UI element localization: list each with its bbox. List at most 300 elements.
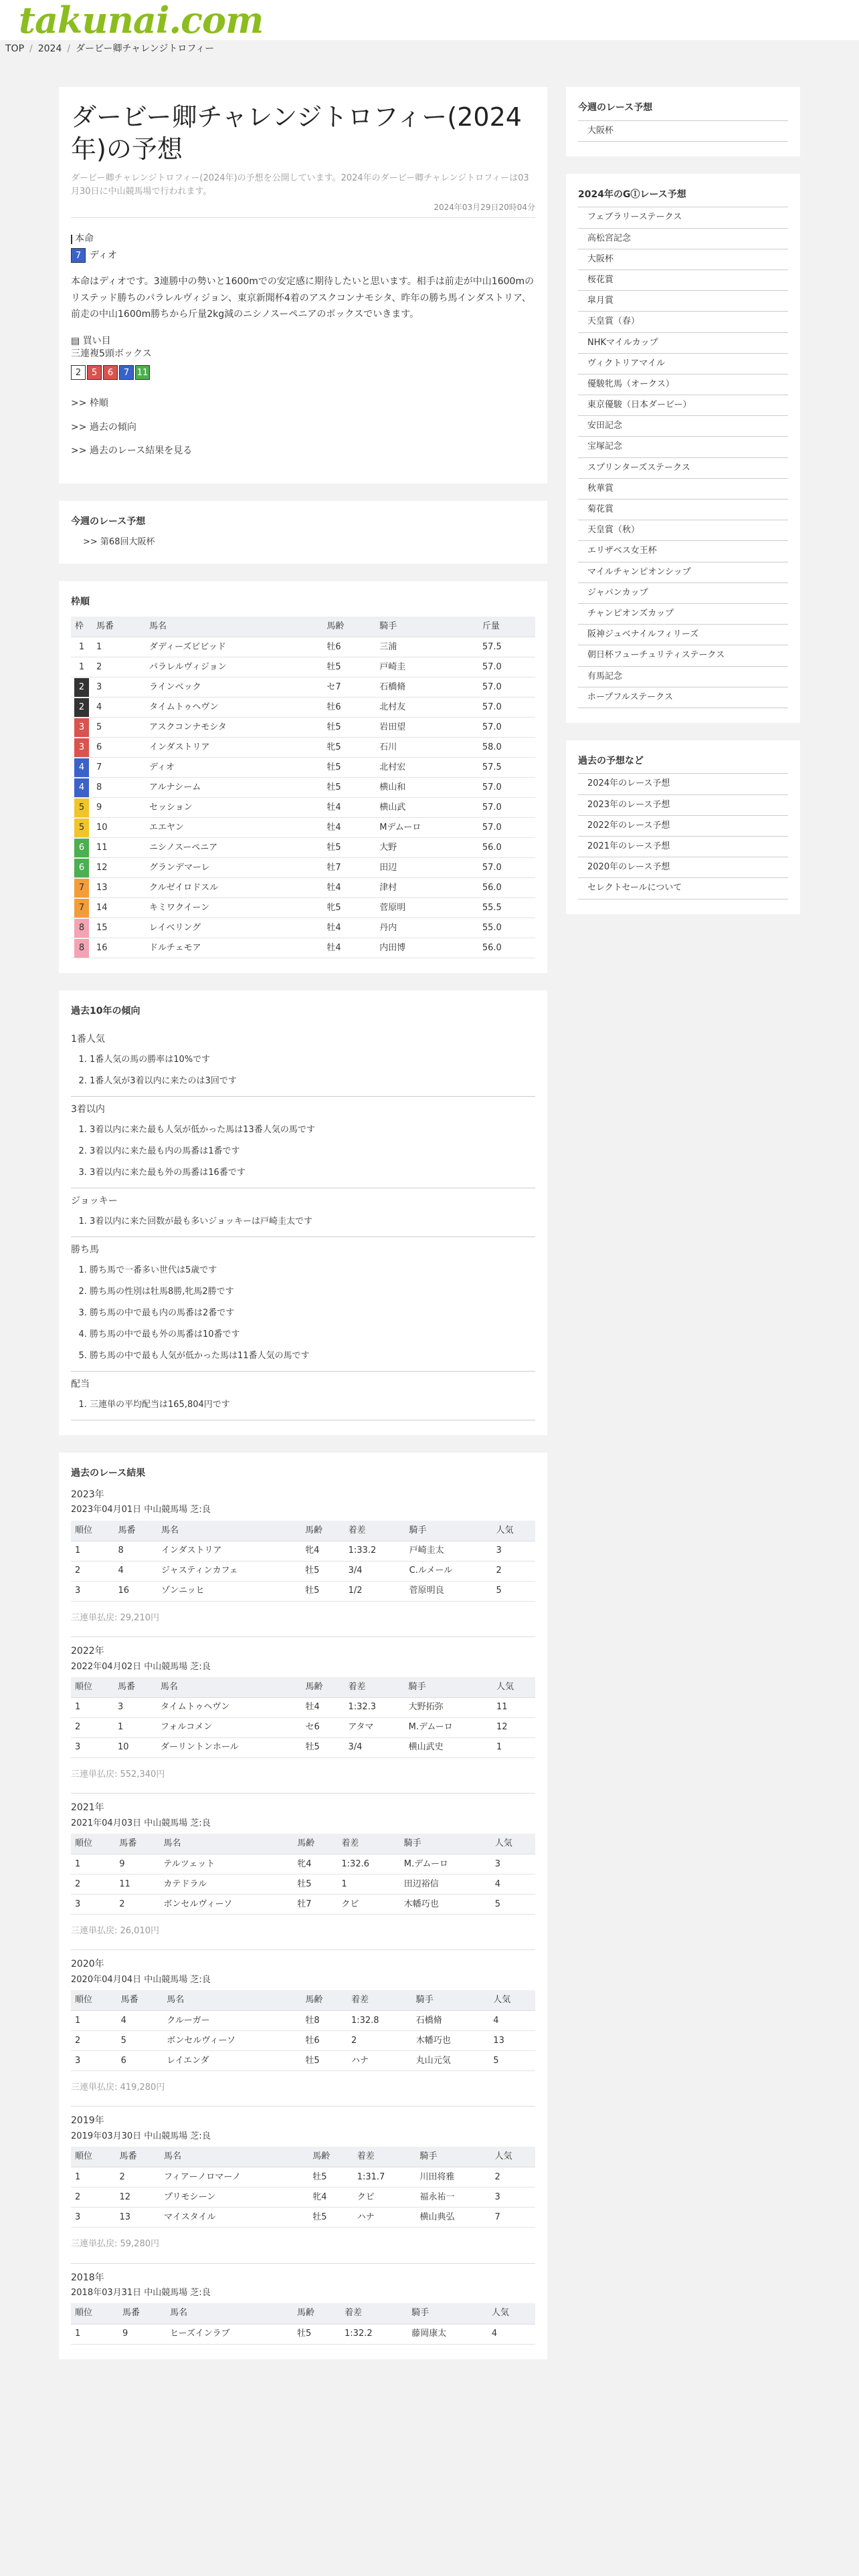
kaime-label: 買い目 xyxy=(82,335,111,346)
breadcrumb-top[interactable]: TOP xyxy=(5,43,25,54)
margin: 1:32.3 xyxy=(344,1697,404,1717)
horse-age: 牡6 xyxy=(301,2031,347,2051)
kaime-type: 三連複5頭ボックス xyxy=(71,348,152,360)
horse-number: 6 xyxy=(92,738,145,758)
horse-name: レイベリング xyxy=(145,918,322,938)
entries-table xyxy=(71,617,535,958)
sidebar-g1-link[interactable]: 東京優駿（日本ダービー） xyxy=(578,395,788,416)
trend-item: 1. 勝ち馬で一番多い世代は5歳です xyxy=(90,1260,535,1281)
horse-name: タイムトゥヘヴン xyxy=(145,697,322,718)
jockey: M.デムーロ xyxy=(405,1717,492,1737)
trend-group xyxy=(71,1027,535,1097)
payout: 三連単払戻: 552,340円 xyxy=(71,1769,535,1794)
entries-card xyxy=(59,581,547,974)
jockey: 内田博 xyxy=(375,938,478,958)
horse-number: 5 xyxy=(92,718,145,738)
waku-badge: 3 xyxy=(74,718,89,737)
honmei-label: 本命 xyxy=(75,233,94,244)
horse-name: カテドラル xyxy=(159,1874,293,1895)
sidebar-g1-link[interactable]: 優駿牝馬（オークス） xyxy=(578,374,788,395)
margin: 1 xyxy=(337,1874,399,1895)
margin: ハナ xyxy=(353,2208,416,2228)
horse-name: クルゼイロドスル xyxy=(145,878,322,898)
sidebar-past-title: 過去の予想など xyxy=(578,755,788,774)
result-header: 馬番 xyxy=(114,1677,157,1698)
result-header: 順位 xyxy=(71,1834,115,1854)
horse-number: 11 xyxy=(115,1874,159,1895)
waku-badge: 6 xyxy=(74,839,89,857)
sidebar-g1-link[interactable]: 有馬記念 xyxy=(578,667,788,687)
sidebar-past-link[interactable]: セレクトセールについて xyxy=(578,878,788,899)
horse-name: プリモシーン xyxy=(160,2187,308,2208)
horse-number: 10 xyxy=(114,1737,157,1757)
payout: 三連単払戻: 419,280円 xyxy=(71,2082,535,2107)
waku-badge: 7 xyxy=(74,879,89,897)
result-header: 順位 xyxy=(71,1521,114,1541)
sidebar-g1-link[interactable]: 天皇賞（秋） xyxy=(578,520,788,541)
table-row xyxy=(71,838,535,858)
kaime-number: 5 xyxy=(87,365,102,380)
jockey: 戸崎圭 xyxy=(375,657,478,677)
rank: 1 xyxy=(71,1697,114,1717)
horse-name: グランデマーレ xyxy=(145,858,322,878)
waku-badge: 4 xyxy=(74,758,89,777)
table-row xyxy=(71,2208,535,2228)
result-header: 着差 xyxy=(344,1677,404,1698)
result-header: 着差 xyxy=(347,1990,412,2011)
breadcrumb-year[interactable]: 2024 xyxy=(37,43,62,54)
popularity: 4 xyxy=(491,1874,535,1895)
horse-age: 牝4 xyxy=(308,2187,353,2208)
table-row xyxy=(71,2011,535,2031)
result-header: 着差 xyxy=(341,2303,407,2324)
result-header: 人気 xyxy=(492,1677,535,1698)
jockey: 北村宏 xyxy=(375,758,478,778)
result-meta: 2022年04月02日 中山競馬場 芝:良 xyxy=(71,1661,211,1672)
horse-name: キミワクイーン xyxy=(145,898,322,918)
horse-number: 16 xyxy=(114,1581,158,1601)
trend-group-head: 勝ち馬 xyxy=(71,1244,99,1255)
horse-age: セ7 xyxy=(322,677,375,697)
result-header: 馬齢 xyxy=(301,1990,347,2011)
table-row xyxy=(71,1717,535,1737)
margin: 2 xyxy=(347,2031,412,2051)
rank: 1 xyxy=(71,2011,117,2031)
sidebar-g1-link[interactable]: エリザベス女王杯 xyxy=(578,541,788,562)
horse-name: ニシノスーペニア xyxy=(145,838,322,858)
horse-name: エエヤン xyxy=(145,818,322,838)
waku-badge: 1 xyxy=(74,638,89,657)
sidebar-g1-link[interactable]: チャンピオンズカップ xyxy=(578,604,788,625)
table-row xyxy=(71,1561,535,1581)
horse-name: ボンセルヴィーソ xyxy=(163,2031,301,2051)
horse-name: ゾンニッヒ xyxy=(157,1581,301,1601)
trend-list xyxy=(86,1119,535,1184)
horse-name: セッション xyxy=(145,798,322,818)
horse-number: 13 xyxy=(115,2208,159,2228)
sidebar-g1-link[interactable]: マイルチャンピオンシップ xyxy=(578,562,788,583)
honmei-name: ディオ xyxy=(90,249,117,261)
jockey: 大野拓弥 xyxy=(405,1697,492,1717)
horse-age: 牡5 xyxy=(322,758,375,778)
rank: 3 xyxy=(71,1895,115,1915)
horse-number: 9 xyxy=(118,2324,166,2344)
result-table xyxy=(71,2303,535,2344)
horse-age: 牝4 xyxy=(301,1541,345,1561)
horse-age: 牡4 xyxy=(322,938,375,958)
sidebar-g1-link[interactable]: 天皇賞（春） xyxy=(578,312,788,332)
jockey: 木幡巧也 xyxy=(400,1895,491,1915)
weight: 57.0 xyxy=(478,697,535,718)
horse-name: インダストリア xyxy=(157,1541,301,1561)
weight: 56.0 xyxy=(478,878,535,898)
trend-item: 1. 1番人気の馬の勝率は10%です xyxy=(90,1049,535,1071)
margin: 1:32.2 xyxy=(341,2324,407,2344)
waku-cell xyxy=(71,677,92,697)
result-header: 馬番 xyxy=(115,2147,159,2167)
horse-number: 3 xyxy=(92,677,145,697)
horse-name: ジャスティンカフェ xyxy=(157,1561,301,1581)
jockey: 三浦 xyxy=(375,637,478,657)
result-header: 騎手 xyxy=(415,2147,490,2167)
waku-badge: 2 xyxy=(74,678,89,697)
rank: 3 xyxy=(71,2208,115,2228)
horse-name: アルナシーム xyxy=(145,778,322,798)
jockey: 大野 xyxy=(375,838,478,858)
weight: 55.0 xyxy=(478,918,535,938)
horse-number: 8 xyxy=(92,778,145,798)
popularity: 5 xyxy=(492,1581,535,1601)
waku-badge: 4 xyxy=(74,778,89,797)
sidebar-g1 xyxy=(566,174,800,723)
margin: 1:31.7 xyxy=(353,2167,416,2187)
result-header: 馬齢 xyxy=(302,1677,345,1698)
table-row xyxy=(71,1854,535,1874)
horse-name: パラレルヴィジョン xyxy=(145,657,322,677)
sidebar-g1-link[interactable]: NHKマイルカップ xyxy=(578,333,788,354)
result-header: 馬名 xyxy=(157,1521,301,1541)
jockey: 丸山元気 xyxy=(412,2051,490,2071)
result-header: 馬齢 xyxy=(308,2147,353,2167)
horse-number: 12 xyxy=(115,2187,159,2208)
popularity: 5 xyxy=(491,1895,535,1915)
sidebar-g1-link[interactable]: 大阪杯 xyxy=(578,249,788,270)
waku-cell xyxy=(71,637,92,657)
horse-number: 5 xyxy=(117,2031,163,2051)
popularity: 4 xyxy=(488,2324,535,2344)
horse-number: 2 xyxy=(92,657,145,677)
horse-name: ヒーズインラブ xyxy=(166,2324,293,2344)
entries-title: 枠順 xyxy=(71,596,90,607)
table-row xyxy=(71,2187,535,2208)
table-row xyxy=(71,1541,535,1561)
table-row xyxy=(71,1874,535,1895)
entries-header: 騎手 xyxy=(375,617,478,637)
breadcrumb-current: ダービー卿チャレンジトロフィー xyxy=(76,43,215,54)
horse-age: 牡5 xyxy=(308,2167,353,2187)
popularity: 5 xyxy=(489,2051,535,2071)
horse-number: 14 xyxy=(92,898,145,918)
jockey: 藤岡康太 xyxy=(407,2324,488,2344)
table-row xyxy=(71,1697,535,1717)
horse-age: 牡4 xyxy=(322,918,375,938)
sidebar-past xyxy=(566,740,800,914)
table-row xyxy=(71,778,535,798)
trend-group xyxy=(71,1372,535,1420)
weight: 57.0 xyxy=(478,657,535,677)
waku-cell xyxy=(71,918,92,938)
margin: 3/4 xyxy=(345,1561,405,1581)
waku-cell xyxy=(71,738,92,758)
popularity: 7 xyxy=(490,2208,535,2228)
table-row xyxy=(71,697,535,718)
sidebar-weekly-link[interactable]: 大阪杯 xyxy=(578,121,788,142)
sidebar-g1-link[interactable]: 朝日杯フューチュリティステークス xyxy=(578,645,788,666)
result-header: 馬番 xyxy=(118,2303,166,2324)
horse-name: クルーガー xyxy=(163,2011,301,2031)
rank: 1 xyxy=(71,2324,118,2344)
horse-age: 牝5 xyxy=(322,898,375,918)
result-table xyxy=(71,1990,535,2071)
horse-age: 牡5 xyxy=(322,657,375,677)
weight: 57.5 xyxy=(478,637,535,657)
table-row xyxy=(71,1581,535,1601)
popularity: 4 xyxy=(489,2011,535,2031)
rank: 3 xyxy=(71,1581,114,1601)
trend-item: 3. 勝ち馬の中で最も内の馬番は2番です xyxy=(90,1303,535,1324)
result-year: 2020年 xyxy=(71,1959,104,1970)
prediction-comment: 本命はディオです。3連勝中の勢いと1600mでの安定感に期待したいと思います。相手は前走が中山1600mのリステッド勝ちのパラレルヴィジョン、東京新聞杯4着のアスクコンナモシタ、昨年の勝ち馬インダストリア、前走の中山1600m勝ちから斤量2kg減のニシノスーペニアのボックスでいきます。 xyxy=(71,276,535,320)
horse-number: 12 xyxy=(92,858,145,878)
rank: 2 xyxy=(71,2187,115,2208)
horse-name: アスクコンナモシタ xyxy=(145,718,322,738)
horse-age: 牡5 xyxy=(302,1737,345,1757)
sidebar-g1-link[interactable]: フェブラリーステークス xyxy=(578,207,788,228)
result-year: 2018年 xyxy=(71,2272,104,2283)
sidebar-past-link[interactable]: 2022年のレース予想 xyxy=(578,816,788,837)
waku-badge: 8 xyxy=(74,919,89,938)
weight: 57.0 xyxy=(478,778,535,798)
horse-age: 牡5 xyxy=(293,1874,337,1895)
sidebar-g1-link[interactable]: ヴィクトリアマイル xyxy=(578,354,788,374)
result-header: 騎手 xyxy=(412,1990,490,2011)
horse-age: 牡4 xyxy=(322,798,375,818)
result-header: 騎手 xyxy=(405,1521,492,1541)
site-logo[interactable]: takunai.com xyxy=(19,0,264,41)
jockey: 北村友 xyxy=(375,697,478,718)
breadcrumb: TOP / 2024 / ダービー卿チャレンジトロフィー xyxy=(5,43,214,56)
jockey: 岩田望 xyxy=(375,718,478,738)
result-header: 馬齢 xyxy=(301,1521,345,1541)
trend-item: 2. 1番人気が3着以内に来たのは3回です xyxy=(90,1071,535,1092)
horse-name: フォルコメン xyxy=(157,1717,302,1737)
horse-age: 牡4 xyxy=(322,818,375,838)
popularity: 2 xyxy=(492,1561,535,1581)
waku-cell xyxy=(71,938,92,958)
weight: 57.5 xyxy=(478,758,535,778)
result-header: 馬番 xyxy=(114,1521,158,1541)
trend-item: 1. 3着以内に来た回数が最も多いジョッキーは戸崎圭太です xyxy=(90,1211,535,1232)
result-header: 騎手 xyxy=(407,2303,488,2324)
horse-age: 牡8 xyxy=(301,2011,347,2031)
waku-badge: 7 xyxy=(74,899,89,918)
page-title: ダービー卿チャレンジトロフィー(2024年)の予想 xyxy=(71,102,522,164)
waku-badge: 3 xyxy=(74,738,89,757)
jockey: 福永祐一 xyxy=(415,2187,490,2208)
horse-number: 4 xyxy=(92,697,145,718)
sidebar-g1-link[interactable]: ジャパンカップ xyxy=(578,583,788,604)
result-table xyxy=(71,2147,535,2228)
table-row xyxy=(71,738,535,758)
ticket-icon: ▤ xyxy=(71,335,80,346)
popularity: 3 xyxy=(492,1541,535,1561)
horse-age: 牡5 xyxy=(301,1581,345,1601)
margin: ハナ xyxy=(347,2051,412,2071)
table-row xyxy=(71,657,535,677)
horse-age: 牡5 xyxy=(301,2051,347,2071)
result-header: 人気 xyxy=(492,1521,535,1541)
result-header: 馬番 xyxy=(117,1990,163,2011)
results-title: 過去のレース結果 xyxy=(71,1468,146,1479)
rank: 3 xyxy=(71,1737,114,1757)
horse-number: 7 xyxy=(92,758,145,778)
weight: 57.0 xyxy=(478,818,535,838)
result-table xyxy=(71,1677,535,1758)
weekly-card xyxy=(59,501,547,564)
margin: クビ xyxy=(353,2187,416,2208)
result-meta: 2023年04月01日 中山競馬場 芝:良 xyxy=(71,1505,211,1515)
horse-age: 牝4 xyxy=(293,1854,337,1874)
link-trends[interactable]: >> 過去の傾向 xyxy=(71,421,136,433)
horse-name: ダディーズビビッド xyxy=(145,637,322,657)
sidebar-g1-link[interactable]: 皐月賞 xyxy=(578,291,788,312)
result-year: 2021年 xyxy=(71,1802,104,1814)
result-header: 着差 xyxy=(345,1521,405,1541)
horse-number: 1 xyxy=(114,1717,157,1737)
horse-age: 牝5 xyxy=(322,738,375,758)
margin: 3/4 xyxy=(344,1737,404,1757)
site-header xyxy=(0,0,859,40)
margin: 1/2 xyxy=(345,1581,405,1601)
horse-number: 13 xyxy=(92,878,145,898)
horse-number: 4 xyxy=(114,1561,158,1581)
sidebar-g1-link[interactable]: 安田記念 xyxy=(578,416,788,437)
sidebar-g1-link[interactable]: スプリンターズステークス xyxy=(578,458,788,479)
margin: クビ xyxy=(337,1895,399,1915)
horse-number: 9 xyxy=(92,798,145,818)
jockey: 横山和 xyxy=(375,778,478,798)
horse-name: ダーリントンホール xyxy=(157,1737,302,1757)
weight: 56.0 xyxy=(478,938,535,958)
sidebar-g1-link[interactable]: 宝塚記念 xyxy=(578,437,788,457)
result-table xyxy=(71,1521,535,1602)
sidebar-past-link[interactable]: 2024年のレース予想 xyxy=(578,774,788,794)
result-year: 2019年 xyxy=(71,2115,104,2127)
waku-badge: 1 xyxy=(74,658,89,677)
sidebar-past-link[interactable]: 2020年のレース予想 xyxy=(578,857,788,878)
table-row xyxy=(71,2051,535,2071)
sidebar-g1-link[interactable]: 菊花賞 xyxy=(578,500,788,520)
link-results[interactable]: >> 過去のレース結果を見る xyxy=(71,445,193,457)
result-header: 着差 xyxy=(337,1834,399,1854)
result-header: 馬番 xyxy=(115,1834,159,1854)
main-content xyxy=(59,87,547,2377)
weight: 56.0 xyxy=(478,838,535,858)
weekly-link[interactable]: >> 第68回大阪杯 xyxy=(83,537,155,548)
sidebar-g1-link[interactable]: 高松宮記念 xyxy=(578,229,788,249)
sidebar-g1-link[interactable]: 秋華賞 xyxy=(578,479,788,500)
waku-cell xyxy=(71,838,92,858)
horse-name: マイスタイル xyxy=(160,2208,308,2228)
kaime-section xyxy=(71,335,535,380)
anchor-links xyxy=(71,397,535,458)
weight: 57.0 xyxy=(478,798,535,818)
trend-item: 2. 勝ち馬の性別は牡馬8勝,牝馬2勝です xyxy=(90,1281,535,1303)
result-header: 馬齢 xyxy=(293,2303,341,2324)
waku-badge: 5 xyxy=(74,798,89,817)
margin: 1:32.6 xyxy=(337,1854,399,1874)
result-meta: 2018年03月31日 中山競馬場 芝:良 xyxy=(71,2288,211,2298)
sidebar-g1-link[interactable]: 阪神ジュベナイルフィリーズ xyxy=(578,625,788,645)
table-row xyxy=(71,718,535,738)
trend-list xyxy=(86,1260,535,1368)
table-row xyxy=(71,878,535,898)
sidebar-past-link[interactable]: 2021年のレース予想 xyxy=(578,837,788,857)
jockey: 田辺裕信 xyxy=(400,1874,491,1895)
weight: 57.0 xyxy=(478,677,535,697)
horse-age: 牡5 xyxy=(322,778,375,798)
waku-cell xyxy=(71,798,92,818)
horse-number: 2 xyxy=(115,1895,159,1915)
table-row xyxy=(71,818,535,838)
trend-group xyxy=(71,1237,535,1372)
result-header: 騎手 xyxy=(400,1834,491,1854)
horse-number: 9 xyxy=(115,1854,159,1874)
trend-list xyxy=(86,1394,535,1416)
waku-cell xyxy=(71,858,92,878)
sidebar-past-link[interactable]: 2023年のレース予想 xyxy=(578,795,788,816)
horse-number: 16 xyxy=(92,938,145,958)
result-header: 馬名 xyxy=(163,1990,301,2011)
jockey: 田辺 xyxy=(375,858,478,878)
trend-group xyxy=(71,1097,535,1188)
link-entries[interactable]: >> 枠順 xyxy=(71,398,108,409)
table-row xyxy=(71,758,535,778)
trend-list xyxy=(86,1049,535,1092)
horse-age: 牡7 xyxy=(322,858,375,878)
result-header: 馬名 xyxy=(166,2303,293,2324)
popularity: 2 xyxy=(490,2167,535,2187)
sidebar-g1-link[interactable]: 桜花賞 xyxy=(578,270,788,291)
horse-name: タイムトゥヘヴン xyxy=(157,1697,302,1717)
popularity: 13 xyxy=(489,2031,535,2051)
rank: 3 xyxy=(71,2051,117,2071)
waku-cell xyxy=(71,697,92,718)
sidebar-g1-link[interactable]: ホープフルステークス xyxy=(578,687,788,708)
sidebar xyxy=(566,87,800,932)
jockey: Mデムーロ xyxy=(375,818,478,838)
weight: 57.0 xyxy=(478,718,535,738)
margin: アタマ xyxy=(344,1717,404,1737)
entries-header: 馬番 xyxy=(92,617,145,637)
waku-cell xyxy=(71,718,92,738)
jockey: 川田将雅 xyxy=(415,2167,490,2187)
result-header: 馬名 xyxy=(159,1834,293,1854)
table-row xyxy=(71,938,535,958)
result-meta: 2020年04月04日 中山競馬場 芝:良 xyxy=(71,1974,211,1985)
result-header: 騎手 xyxy=(405,1677,492,1698)
horse-name: ドルチェモア xyxy=(145,938,322,958)
